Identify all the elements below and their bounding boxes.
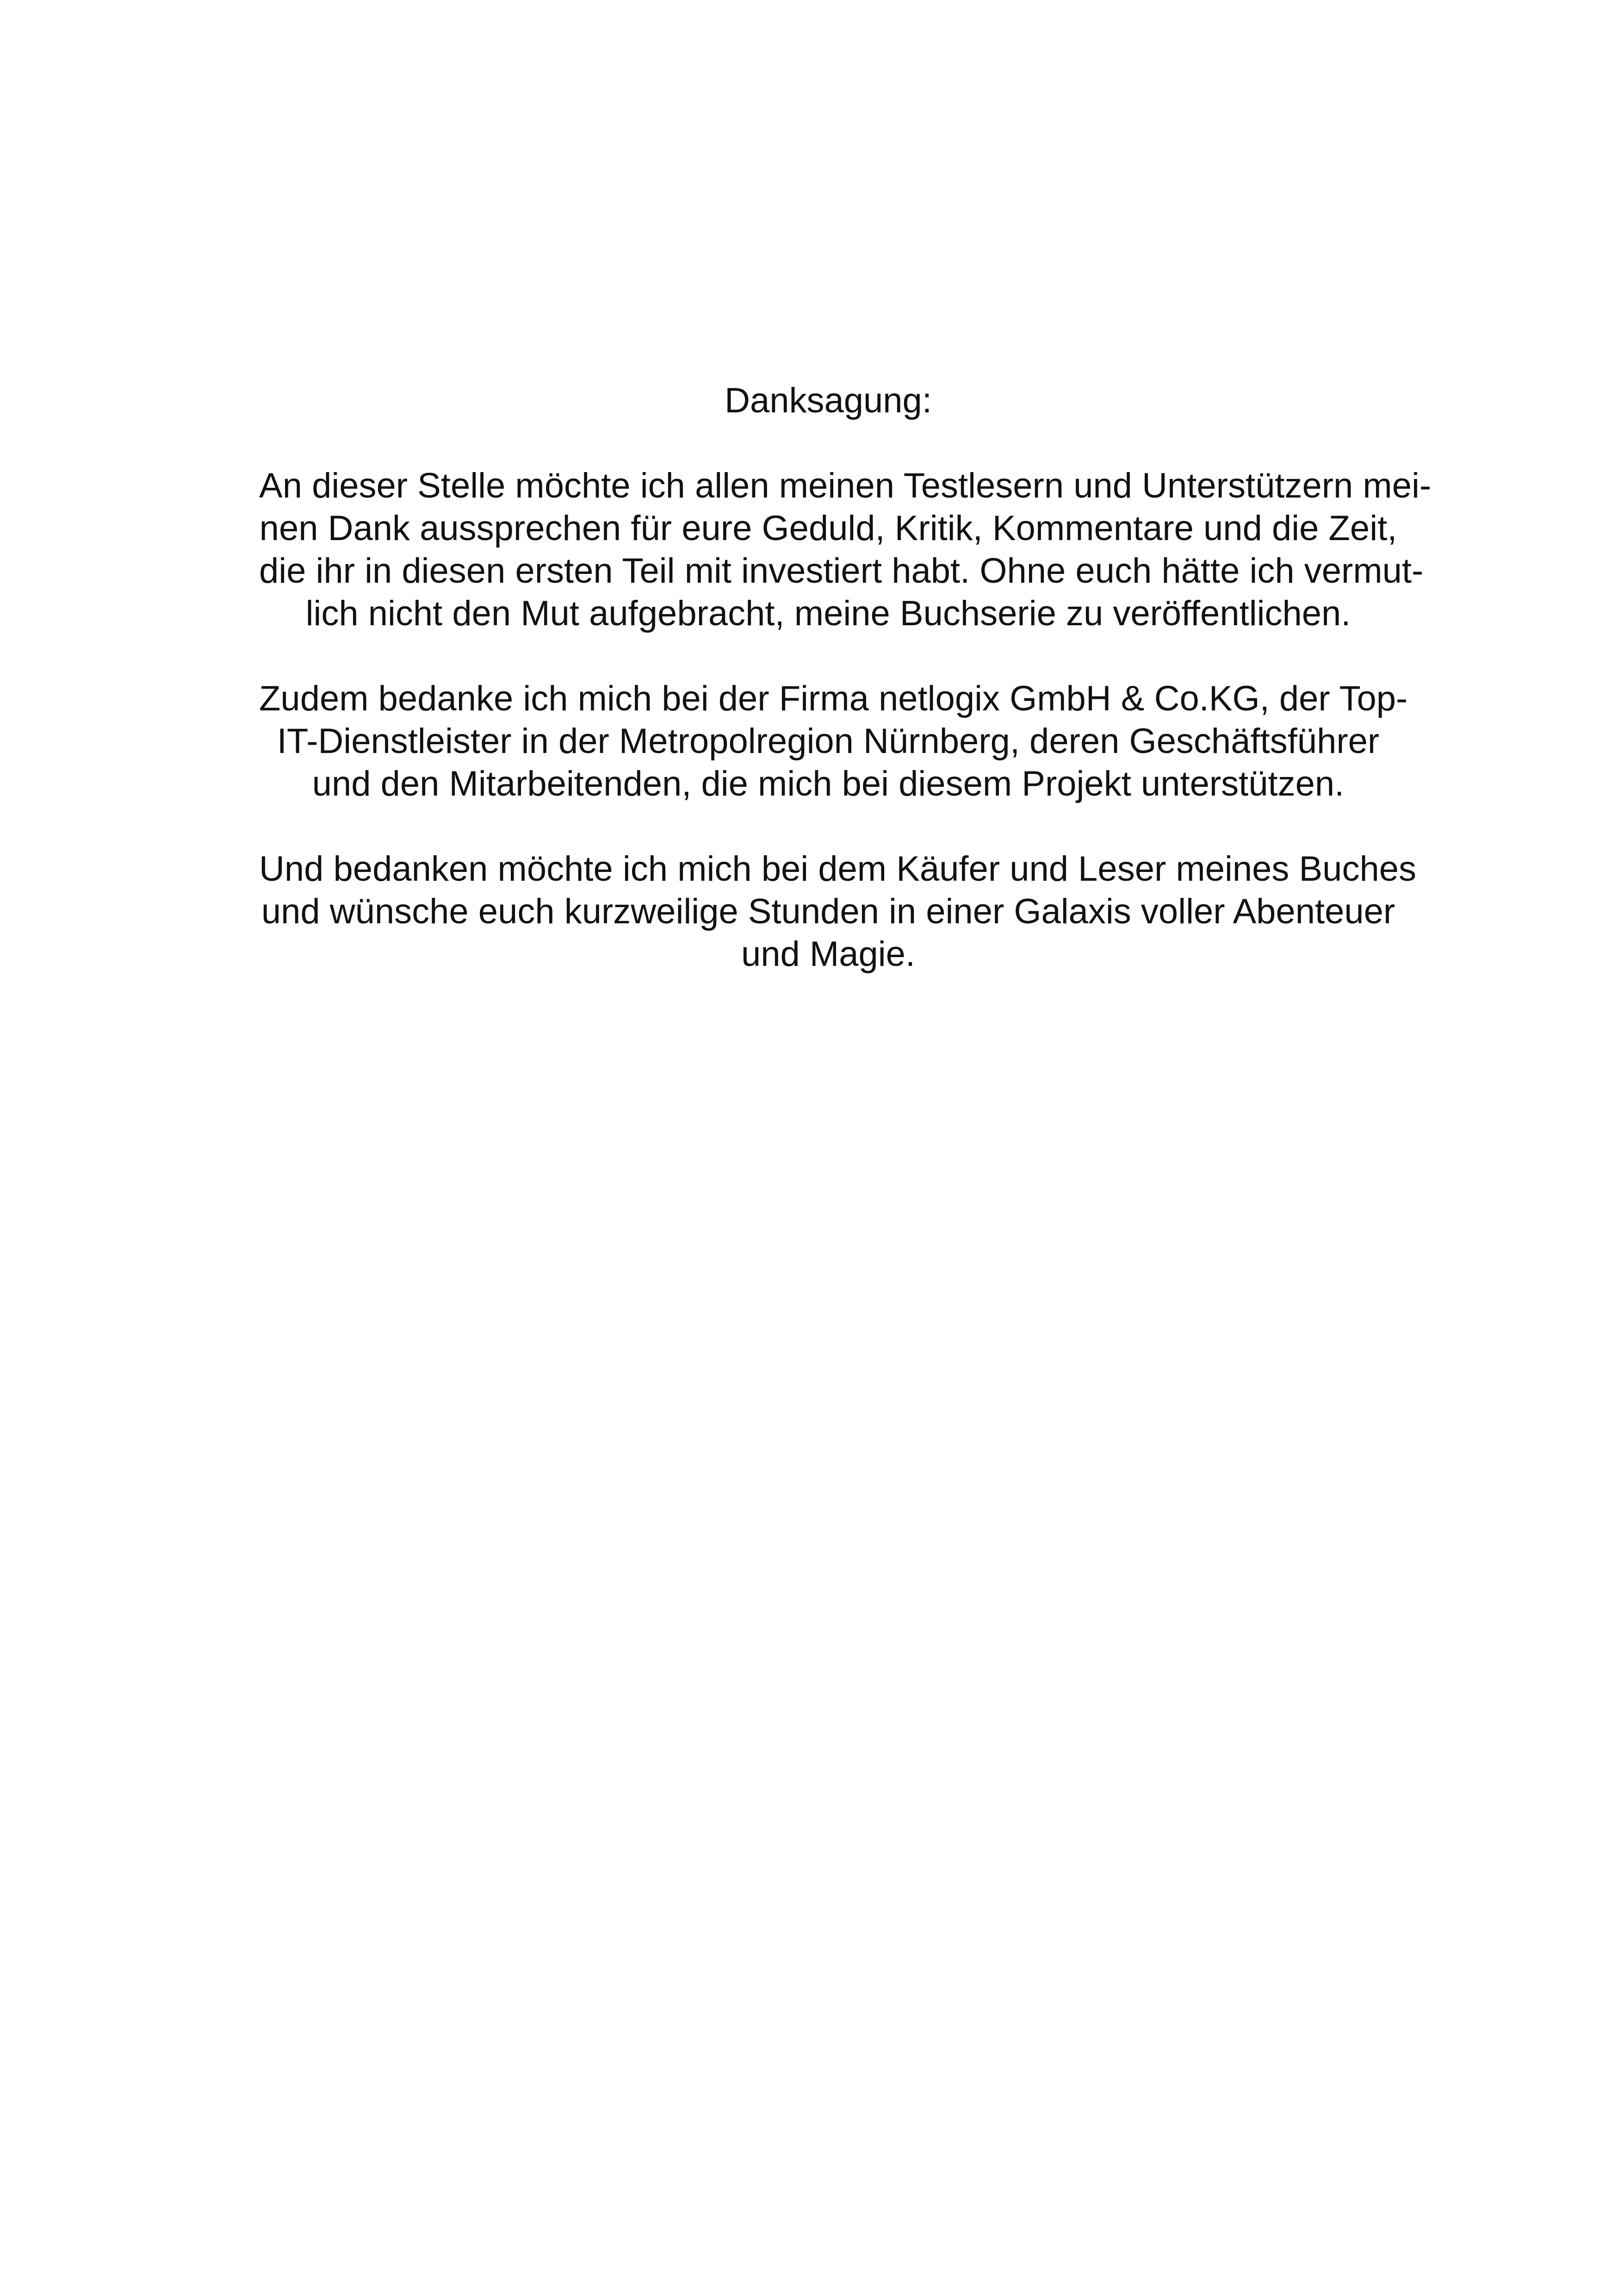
text-line: die ihr in diesen ersten Teil mit investiert habt. Ohne euch hätte ich vermut-	[259, 551, 1424, 591]
paragraph-testers	[259, 465, 1432, 635]
text-line: Und bedanken möchte ich mich bei dem Käufer und Leser meines Buches	[259, 849, 1416, 889]
acknowledgements-section	[259, 380, 1432, 976]
spacer	[259, 635, 1397, 678]
paragraph-company	[259, 678, 1408, 805]
spacer	[259, 422, 1397, 465]
text-line: nen Dank aussprechen für eure Geduld, Kritik, Kommentare und die Zeit,	[259, 509, 1397, 548]
text-line: IT-Dienstleister in der Metropolregion Nürnberg, deren Geschäftsführer	[277, 722, 1380, 761]
spacer	[259, 805, 1397, 848]
paragraph-readers	[259, 848, 1416, 976]
page-heading: Danksagung:	[725, 381, 932, 420]
text-line: und den Mitarbeitenden, die mich bei diesem Projekt unterstützen.	[312, 764, 1345, 803]
text-line: Zudem bedanke ich mich bei der Firma netlogix GmbH & Co.KG, der Top-	[259, 679, 1408, 718]
text-line: An dieser Stelle möchte ich allen meinen Testlesern und Unterstützern mei-	[259, 466, 1432, 505]
text-line: lich nicht den Mut aufgebracht, meine Buchserie zu veröffentlichen.	[305, 594, 1351, 633]
text-line: und Magie.	[741, 934, 916, 974]
text-line: und wünsche euch kurzweilige Stunden in einer Galaxis voller Abenteuer	[261, 892, 1395, 931]
